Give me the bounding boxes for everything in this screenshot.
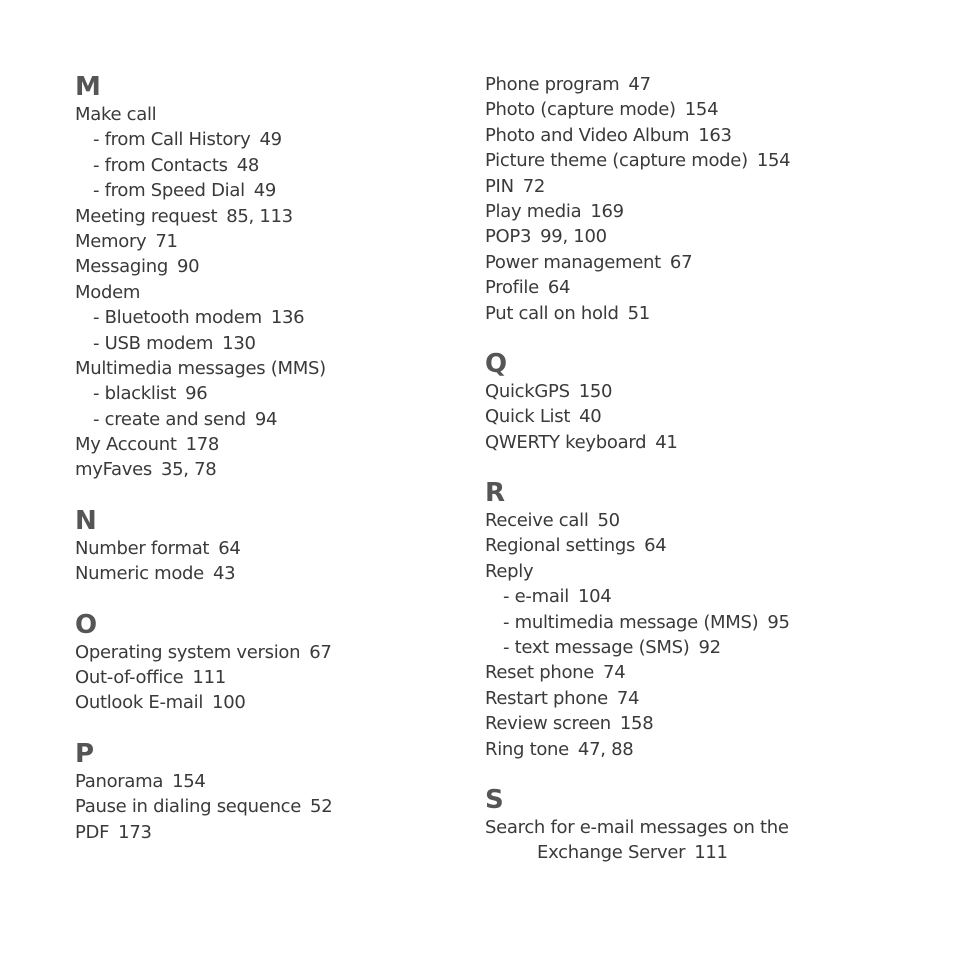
index-entry (485, 199, 905, 224)
entry-page-numbers: 96 (185, 383, 208, 405)
entry-page-numbers: 169 (590, 200, 624, 222)
entry-term: Review screen (485, 713, 611, 735)
index-entry (75, 204, 455, 229)
entry-term: - from Call History (93, 129, 251, 151)
entry-term: Receive call (485, 510, 589, 532)
index-entry (485, 97, 905, 122)
index-entry (485, 148, 905, 173)
index-entry (485, 275, 905, 300)
entry-page-numbers: 178 (185, 434, 220, 456)
index-entry (485, 635, 905, 660)
entry-term: Make call (75, 104, 157, 125)
index-entry (75, 381, 455, 406)
entry-term: Ring tone (485, 738, 569, 760)
section-letter-p: P (75, 738, 95, 769)
entry-term: Photo and Video Album (485, 124, 690, 146)
entry-term: Panorama (75, 770, 164, 792)
entry-term: - create and send (93, 408, 246, 430)
index-entry (485, 301, 905, 326)
entry-term: - text message (SMS) (503, 637, 690, 659)
entry-page-numbers: 35, 78 (160, 459, 217, 481)
index-entry (75, 820, 455, 845)
index-entry (75, 536, 455, 561)
entry-term: Quick List (485, 406, 571, 428)
entry-term: Reply (485, 560, 534, 582)
entry-page-numbers: 67 (309, 641, 332, 663)
entry-term: - from Speed Dial (93, 180, 245, 202)
index-entry (485, 72, 905, 97)
entry-page-numbers: 67 (669, 251, 693, 273)
index-entry (75, 769, 455, 794)
index-entry (485, 123, 905, 148)
index-entry (485, 430, 905, 455)
entry-page-numbers: 130 (222, 332, 256, 354)
index-entry (75, 690, 455, 715)
entry-page-numbers: 64 (644, 535, 667, 557)
entry-page-numbers: 154 (684, 99, 719, 121)
entry-term: Profile (485, 277, 539, 299)
index-entry (485, 379, 905, 404)
entry-page-numbers: 104 (577, 586, 612, 608)
index-entry (75, 561, 455, 586)
entry-page-numbers: 41 (655, 431, 678, 453)
index-entry (485, 660, 905, 685)
entry-term: Reset phone (485, 662, 595, 684)
entry-page-numbers: 49 (253, 180, 277, 202)
section-letter-r: R (485, 478, 506, 509)
entry-term: Pause in dialing sequence (75, 796, 302, 818)
entry-page-numbers: 99, 100 (540, 226, 607, 248)
index-entry (75, 127, 455, 152)
section-letter-n: N (75, 505, 97, 536)
index-entry (485, 508, 905, 533)
entry-term: Search for e-mail messages on the (485, 816, 789, 838)
entry-term: Multimedia messages (MMS) (75, 357, 326, 379)
entry-term: Memory (75, 230, 147, 252)
entry-term: Put call on hold (485, 302, 619, 324)
index-entry (485, 404, 905, 429)
entry-page-numbers: 111 (694, 842, 728, 864)
section-letter-o: O (75, 609, 98, 640)
index-column-right (485, 72, 905, 866)
index-entry (485, 559, 905, 584)
index-entry (75, 102, 455, 127)
entry-page-numbers: 50 (597, 510, 620, 532)
entry-page-numbers: 92 (698, 637, 721, 659)
index-entry (75, 331, 455, 356)
entry-page-numbers: 47, 88 (577, 738, 634, 760)
entry-page-numbers: 64 (218, 537, 241, 559)
index-entry (485, 737, 905, 762)
entry-page-numbers: 40 (579, 406, 602, 428)
entry-term: Meeting request (75, 205, 218, 227)
entry-page-numbers: 94 (254, 408, 278, 430)
index-entry (485, 224, 905, 249)
entry-term: Numeric mode (75, 563, 204, 585)
index-entry (75, 665, 455, 690)
index-entry (75, 457, 455, 482)
section-letter-s: S (485, 784, 504, 815)
index-entry (75, 280, 455, 305)
entry-term: - multimedia message (MMS) (503, 611, 759, 633)
index-entry (485, 610, 905, 635)
entry-term: Phone program (485, 74, 620, 95)
entry-page-numbers: 150 (578, 380, 613, 402)
index-entry (485, 174, 905, 199)
entry-term: - USB modem (93, 332, 214, 354)
index-entry (485, 711, 905, 736)
entry-page-numbers: 163 (698, 124, 732, 146)
entry-term: Out-of-office (75, 667, 184, 689)
entry-page-numbers: 85, 113 (226, 205, 293, 227)
entry-page-numbers: 43 (212, 563, 236, 585)
index-entry (485, 250, 905, 275)
entry-term: Regional settings (485, 535, 636, 557)
entry-term: POP3 (485, 226, 532, 248)
entry-term: Exchange Server (537, 842, 686, 864)
entry-term: Restart phone (485, 687, 608, 709)
entry-page-numbers: 154 (172, 770, 206, 792)
entry-page-numbers: 72 (522, 175, 546, 197)
entry-page-numbers: 95 (767, 611, 790, 633)
index-entry (75, 254, 455, 279)
index-entry (485, 533, 905, 558)
entry-term: QWERTY keyboard (485, 431, 647, 453)
entry-term: Picture theme (capture mode) (485, 150, 748, 172)
index-entry (75, 305, 455, 330)
index-column-left (75, 72, 455, 845)
entry-term: My Account (75, 434, 177, 456)
index-entry (75, 794, 455, 819)
entry-term: Messaging (75, 256, 168, 278)
entry-term: PDF (75, 821, 110, 843)
entry-term: Power management (485, 251, 661, 273)
entry-term: Number format (75, 537, 210, 559)
entry-term: Outlook E-mail (75, 692, 204, 714)
entry-page-numbers: 111 (192, 667, 226, 689)
index-entry (75, 153, 455, 178)
entry-page-numbers: 100 (212, 692, 246, 714)
entry-page-numbers: 158 (619, 713, 654, 735)
entry-term: Play media (485, 200, 582, 222)
entry-page-numbers: 71 (155, 230, 178, 252)
entry-page-numbers: 49 (259, 129, 282, 151)
entry-term: PIN (485, 175, 514, 197)
index-entry (485, 584, 905, 609)
index-entry (75, 640, 455, 665)
entry-page-numbers: 48 (236, 154, 260, 176)
entry-page-numbers: 64 (547, 277, 571, 299)
entry-page-numbers: 47 (628, 74, 651, 95)
entry-term: Photo (capture mode) (485, 99, 676, 121)
index-entry (75, 407, 455, 432)
entry-page-numbers: 51 (627, 302, 650, 324)
entry-page-numbers: 136 (270, 307, 305, 329)
index-entry (75, 178, 455, 203)
index-entry (485, 840, 905, 865)
section-letter-m: M (75, 72, 101, 102)
index-entry (75, 229, 455, 254)
entry-term: QuickGPS (485, 380, 570, 402)
entry-term: myFaves (75, 459, 152, 481)
index-entry (75, 356, 455, 381)
entry-page-numbers: 173 (118, 821, 152, 843)
index-entry (75, 432, 455, 457)
entry-term: - blacklist (93, 383, 177, 405)
entry-term: - e-mail (503, 586, 569, 608)
entry-term: Operating system version (75, 641, 301, 663)
entry-page-numbers: 154 (756, 150, 791, 172)
entry-term: - Bluetooth modem (93, 307, 262, 329)
entry-page-numbers: 74 (603, 662, 626, 684)
entry-term: - from Contacts (93, 154, 228, 176)
section-letter-q: Q (485, 348, 508, 379)
entry-term: Modem (75, 281, 141, 303)
entry-page-numbers: 52 (310, 796, 333, 818)
entry-page-numbers: 74 (616, 687, 640, 709)
index-entry (485, 815, 905, 840)
index-entry (485, 686, 905, 711)
entry-page-numbers: 90 (176, 256, 200, 278)
